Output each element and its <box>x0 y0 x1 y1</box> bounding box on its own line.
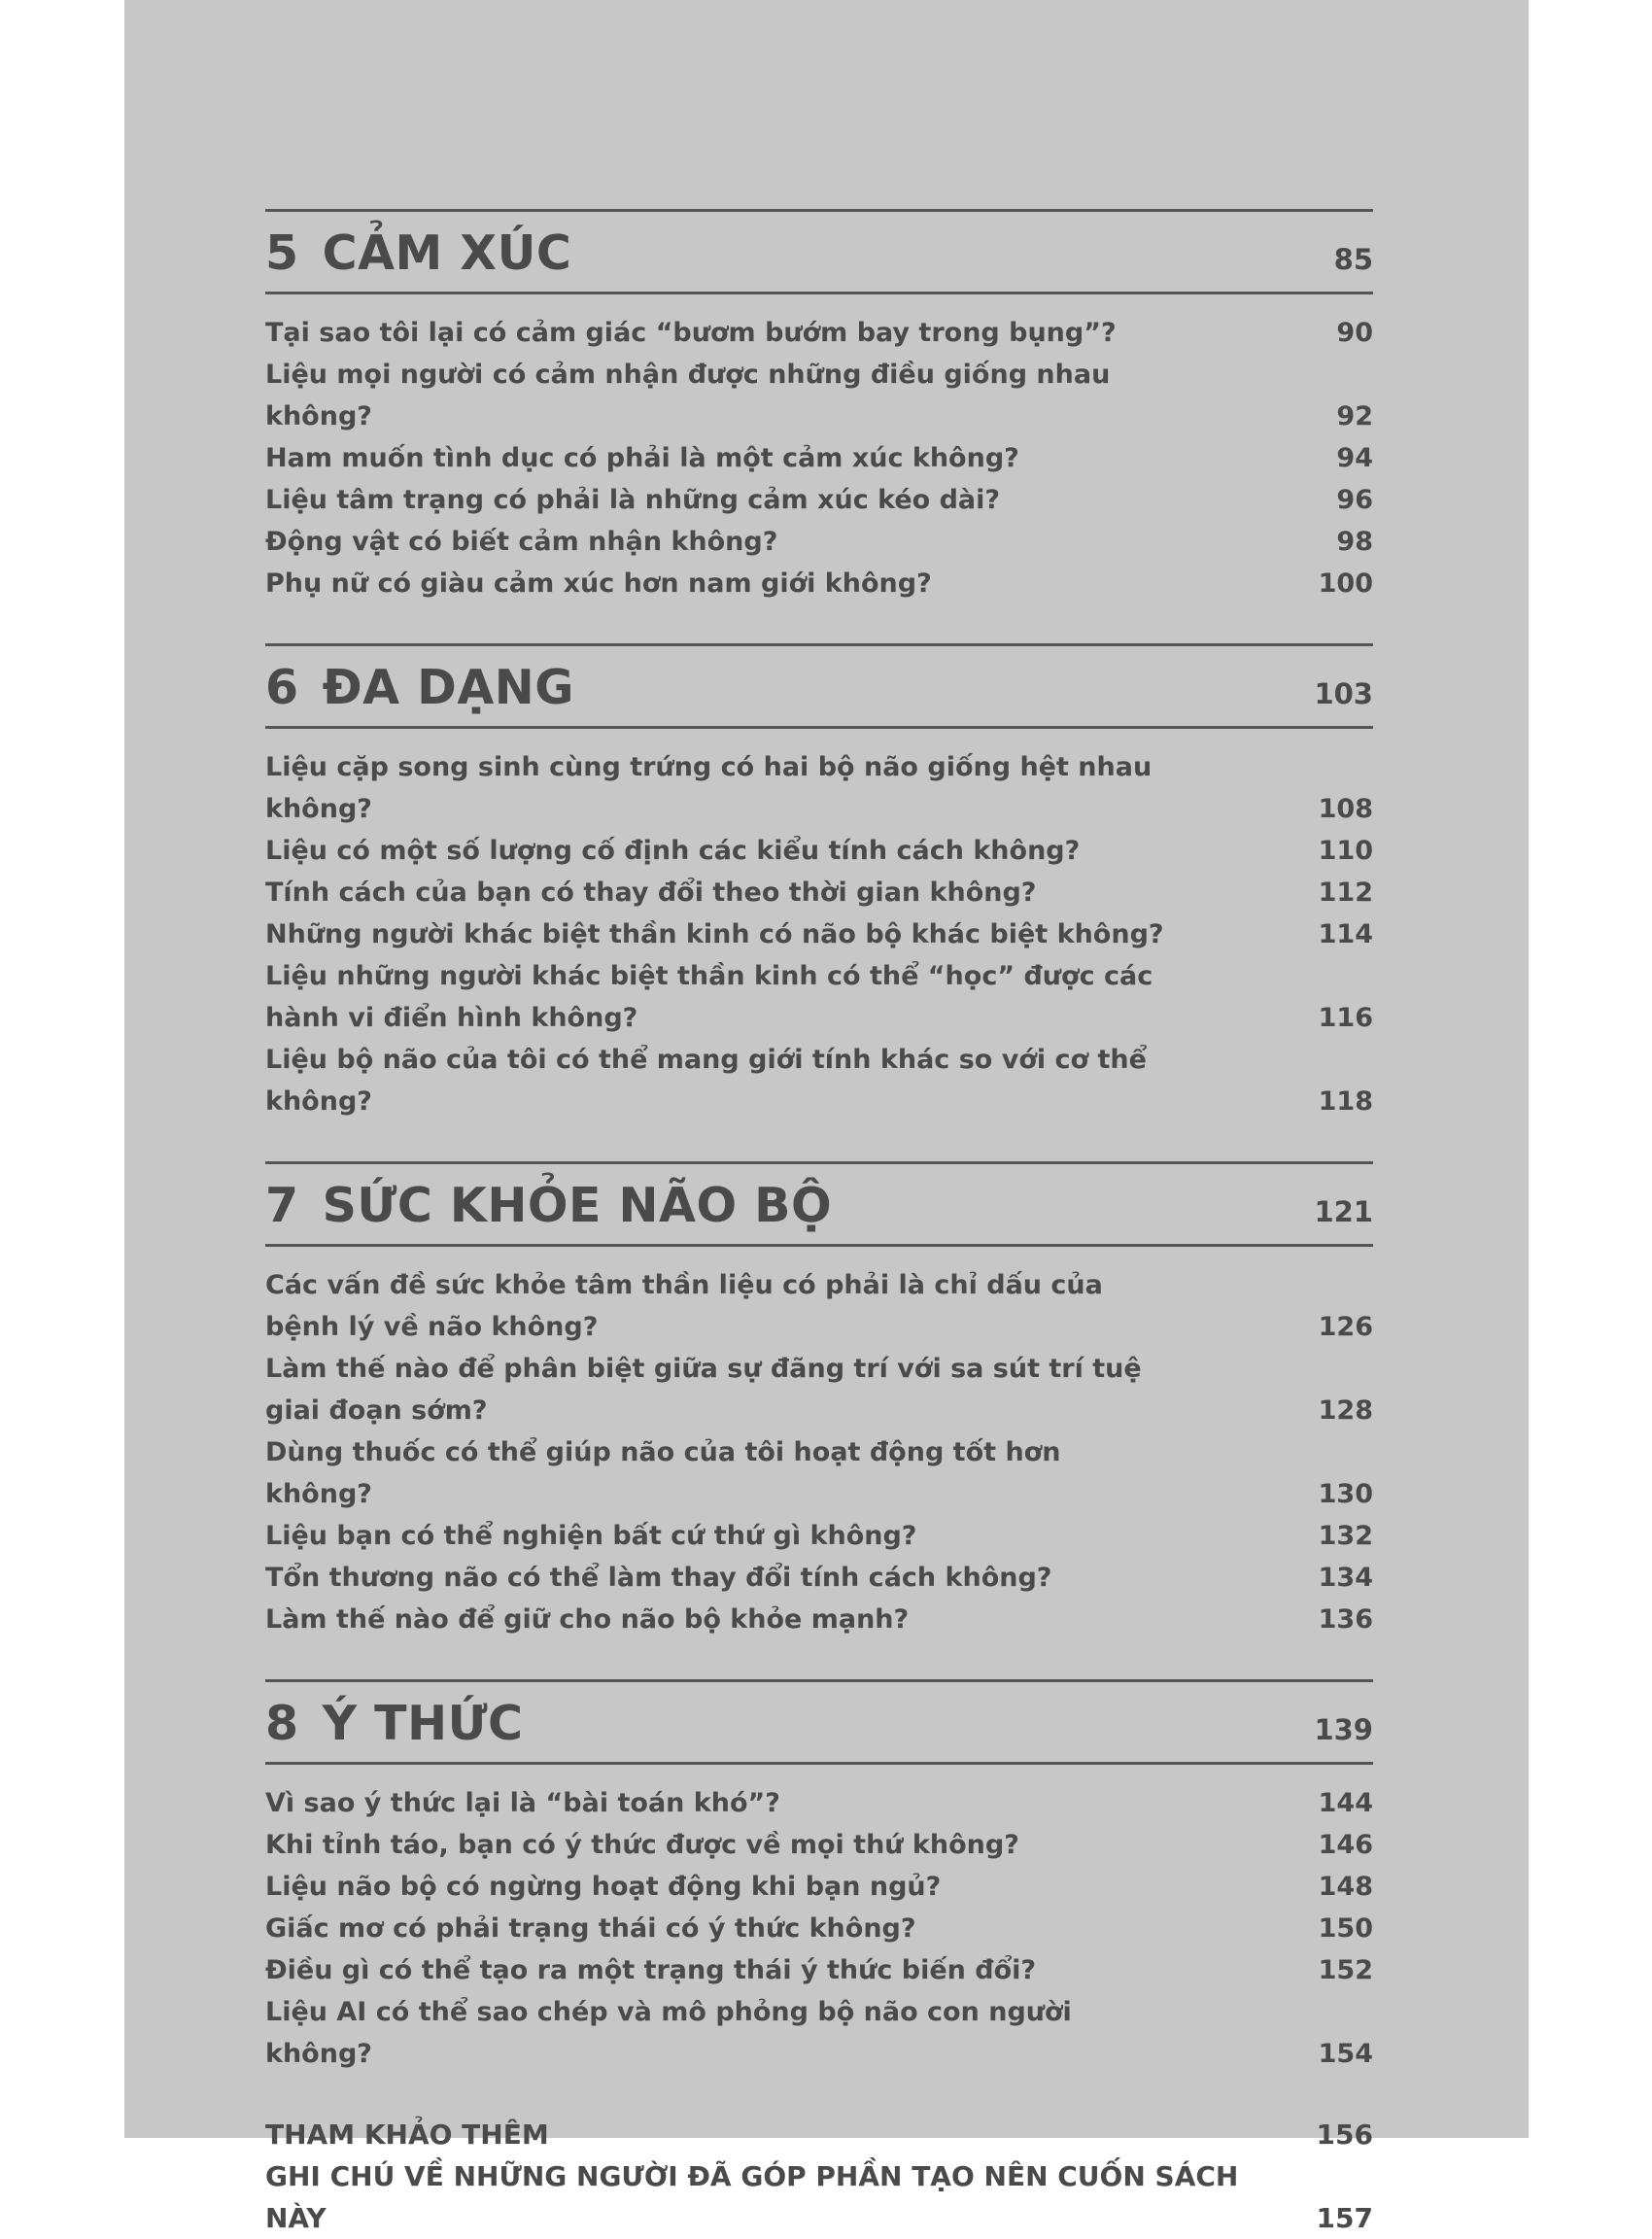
toc-entry <box>265 1264 1373 1348</box>
toc-entry <box>265 479 1373 521</box>
entry-list <box>265 1247 1373 1640</box>
entry-page-number: 132 <box>1318 1521 1373 1551</box>
chapter-title <box>265 225 572 281</box>
entry-page-number: 152 <box>1318 1955 1373 1985</box>
entry-page-number: 110 <box>1318 836 1373 866</box>
toc-entry <box>265 1991 1373 2075</box>
entry-page-number: 100 <box>1318 568 1373 599</box>
entry-title: GHI CHÚ VỀ NHỮNG NGƯỜI ĐÃ GÓP PHẦN TẠO NÊN CUỐN SÁCH NÀY <box>265 2160 1239 2234</box>
entry-title: Tính cách của bạn có thay đổi theo thời gian không? <box>265 878 1037 908</box>
entry-page-number: 94 <box>1336 443 1373 473</box>
toc-entry <box>265 437 1373 479</box>
entry-list <box>265 729 1373 1122</box>
entry-title: Khi tỉnh táo, bạn có ý thức được về mọi thứ không? <box>265 1830 1019 1860</box>
toc-entry <box>265 872 1373 913</box>
toc-entry <box>265 1599 1373 1640</box>
toc-entry <box>265 1908 1373 1949</box>
entry-page-number: 108 <box>1318 794 1373 824</box>
chapter-name: CẢM XÚC <box>322 225 572 281</box>
toc-entry <box>265 1039 1373 1122</box>
chapter-7 <box>265 1161 1373 1640</box>
entry-title: Ham muốn tình dục có phải là một cảm xúc không? <box>265 443 1019 473</box>
entry-page-number: 128 <box>1318 1395 1373 1426</box>
chapter-page-number: 85 <box>1333 243 1373 276</box>
entry-page-number: 90 <box>1336 318 1373 348</box>
entry-page-number: 154 <box>1318 2039 1373 2069</box>
entry-page-number: 150 <box>1318 1913 1373 1944</box>
toc-entry <box>265 312 1373 354</box>
book-page <box>124 0 1529 2234</box>
entry-list <box>265 1765 1373 2075</box>
chapter-page-number: 121 <box>1314 1195 1373 1228</box>
toc-entry <box>265 1949 1373 1991</box>
entry-page-number: 112 <box>1318 878 1373 908</box>
entry-title: Làm thế nào để giữ cho não bộ khỏe mạnh? <box>265 1604 910 1635</box>
entry-list <box>265 294 1373 604</box>
entry-page-number: 92 <box>1336 401 1373 431</box>
chapter-heading <box>265 1164 1373 1244</box>
entry-page-number: 96 <box>1336 485 1373 515</box>
entry-page-number: 144 <box>1318 1788 1373 1818</box>
entry-title: Các vấn đề sức khỏe tâm thần liệu có phải là chỉ dấu của bệnh lý về não không? <box>265 1270 1103 1342</box>
entry-title: Liệu mọi người có cảm nhận được những điều giống nhau không? <box>265 360 1111 431</box>
entry-page-number: 98 <box>1336 527 1373 557</box>
entry-page-number: 126 <box>1318 1312 1373 1342</box>
entry-page-number: 134 <box>1318 1563 1373 1593</box>
entry-page-number: 156 <box>1316 2118 1373 2151</box>
entry-page-number: 116 <box>1318 1003 1373 1033</box>
toc-entry <box>265 1866 1373 1908</box>
entry-title: Dùng thuốc có thể giúp não của tôi hoạt động tốt hơn không? <box>265 1437 1061 1509</box>
entry-title: Động vật có biết cảm nhận không? <box>265 527 778 557</box>
chapter-number: 6 <box>265 660 299 715</box>
toc-entry <box>265 830 1373 872</box>
appendix-entry <box>265 2155 1373 2239</box>
entry-title: Liệu những người khác biệt thần kinh có thể “học” được các hành vi điển hình không? <box>265 961 1153 1033</box>
toc-entry <box>265 1557 1373 1599</box>
toc-entry <box>265 1515 1373 1557</box>
chapter-page-number: 139 <box>1314 1713 1373 1746</box>
entry-title: Những người khác biệt thần kinh có não bộ khác biệt không? <box>265 919 1164 949</box>
entry-title: Liệu có một số lượng cố định các kiểu tính cách không? <box>265 836 1081 866</box>
chapter-6 <box>265 643 1373 1122</box>
toc-entry <box>265 955 1373 1039</box>
chapter-title <box>265 1696 524 1751</box>
chapter-name: Ý THỨC <box>322 1696 524 1751</box>
table-of-contents <box>265 209 1373 2239</box>
toc-entry <box>265 746 1373 830</box>
chapter-number: 8 <box>265 1696 299 1751</box>
entry-page-number: 157 <box>1316 2202 1373 2234</box>
entry-title: Liệu cặp song sinh cùng trứng có hai bộ não giống hệt nhau không? <box>265 752 1153 824</box>
entry-title: Liệu bộ não của tôi có thể mang giới tính khác so với cơ thể không? <box>265 1045 1147 1117</box>
toc-entry <box>265 1824 1373 1866</box>
chapter-heading <box>265 646 1373 726</box>
chapter-name: SỨC KHỎE NÃO BỘ <box>322 1178 833 1233</box>
appendix-list <box>265 2114 1373 2239</box>
entry-page-number: 146 <box>1318 1830 1373 1860</box>
toc-entry <box>265 1431 1373 1515</box>
toc-entry <box>265 1782 1373 1824</box>
toc-entry <box>265 913 1373 955</box>
entry-title: Liệu não bộ có ngừng hoạt động khi bạn ngủ? <box>265 1872 942 1902</box>
chapter-title <box>265 660 574 715</box>
entry-title: Làm thế nào để phân biệt giữa sự đãng trí với sa sút trí tuệ giai đoạn sớm? <box>265 1354 1142 1426</box>
entry-page-number: 130 <box>1318 1479 1373 1509</box>
toc-entry <box>265 563 1373 604</box>
entry-title: Phụ nữ có giàu cảm xúc hơn nam giới không? <box>265 568 932 599</box>
entry-title: Vì sao ý thức lại là “bài toán khó”? <box>265 1788 780 1818</box>
chapter-page-number: 103 <box>1314 677 1373 710</box>
entry-title: Liệu bạn có thể nghiện bất cứ thứ gì không? <box>265 1521 917 1551</box>
chapter-5 <box>265 209 1373 604</box>
chapter-name: ĐA DẠNG <box>322 660 574 715</box>
entry-page-number: 114 <box>1318 919 1373 949</box>
chapter-8 <box>265 1679 1373 2075</box>
chapter-heading <box>265 1682 1373 1762</box>
appendix-entry <box>265 2114 1373 2155</box>
chapter-heading <box>265 212 1373 292</box>
entry-title: Giấc mơ có phải trạng thái có ý thức không? <box>265 1913 916 1944</box>
entry-title: THAM KHẢO THÊM <box>265 2118 549 2151</box>
toc-entry <box>265 354 1373 437</box>
entry-page-number: 148 <box>1318 1872 1373 1902</box>
entry-page-number: 136 <box>1318 1604 1373 1635</box>
entry-title: Tổn thương não có thể làm thay đổi tính cách không? <box>265 1563 1052 1593</box>
entry-page-number: 118 <box>1318 1086 1373 1117</box>
chapter-number: 5 <box>265 225 299 281</box>
entry-title: Tại sao tôi lại có cảm giác “bươm bướm bay trong bụng”? <box>265 318 1117 348</box>
entry-title: Liệu AI có thể sao chép và mô phỏng bộ não con người không? <box>265 1997 1072 2069</box>
chapter-title <box>265 1178 833 1233</box>
entry-title: Liệu tâm trạng có phải là những cảm xúc kéo dài? <box>265 485 1001 515</box>
toc-entry <box>265 1348 1373 1431</box>
chapter-number: 7 <box>265 1178 299 1233</box>
entry-title: Điều gì có thể tạo ra một trạng thái ý thức biến đổi? <box>265 1955 1037 1985</box>
toc-entry <box>265 521 1373 563</box>
